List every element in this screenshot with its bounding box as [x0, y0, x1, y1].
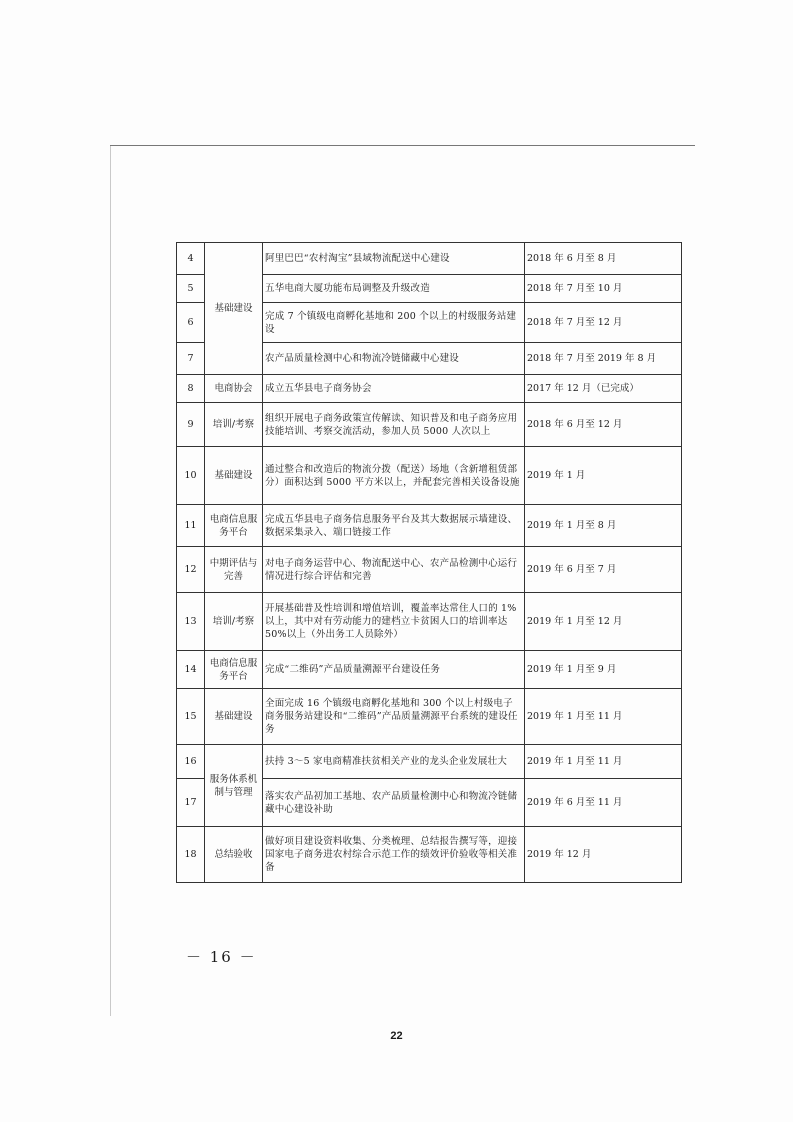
scan-left-edge [110, 146, 111, 1016]
row-category: 电商信息服务平台 [205, 651, 263, 689]
row-number: 15 [177, 689, 205, 745]
row-time: 2019 年 1 月至 11 月 [525, 745, 682, 779]
row-number: 6 [177, 303, 205, 343]
row-task: 对电子商务运营中心、物流配送中心、农产品检测中心运行情况进行综合评估和完善 [263, 547, 525, 593]
row-task: 农产品质量检测中心和物流冷链储藏中心建设 [263, 343, 525, 375]
table-row [177, 689, 682, 745]
row-category: 基础建设 [205, 689, 263, 745]
row-number: 9 [177, 403, 205, 447]
table-row [177, 827, 682, 883]
row-task: 组织开展电子商务政策宣传解读、知识普及和电子商务应用技能培训、考察交流活动，参加人员 5000 人次以上 [263, 403, 525, 447]
row-time: 2019 年 1 月 [525, 447, 682, 505]
row-time: 2019 年 1 月至 8 月 [525, 505, 682, 547]
row-number: 18 [177, 827, 205, 883]
row-number: 16 [177, 745, 205, 779]
row-task: 扶持 3～5 家电商精准扶贫相关产业的龙头企业发展壮大 [263, 745, 525, 779]
table-row [177, 547, 682, 593]
row-time: 2019 年 12 月 [525, 827, 682, 883]
row-task: 五华电商大厦功能布局调整及升级改造 [263, 275, 525, 303]
row-task: 阿里巴巴“农村淘宝”县域物流配送中心建设 [263, 243, 525, 275]
row-task: 落实农产品初加工基地、农产品质量检测中心和物流冷链储藏中心建设补助 [263, 779, 525, 827]
row-category: 中期评估与完善 [205, 547, 263, 593]
row-number: 13 [177, 593, 205, 651]
page-number: － 16 － [186, 948, 257, 966]
schedule-table [176, 242, 682, 883]
table-row [177, 651, 682, 689]
table-row [177, 375, 682, 403]
row-task: 完成“二维码”产品质量溯源平台建设任务 [263, 651, 525, 689]
row-number: 10 [177, 447, 205, 505]
row-number: 7 [177, 343, 205, 375]
row-category: 培训/考察 [205, 403, 263, 447]
row-category: 基础建设 [205, 447, 263, 505]
row-time: 2017 年 12 月（已完成） [525, 375, 682, 403]
footer-page-number: 22 [390, 1030, 403, 1042]
table-row [177, 243, 682, 275]
row-task: 开展基础普及性培训和增值培训，覆盖率达常住人口的 1%以上，其中对有劳动能力的建档立卡贫困人口的培训率达 50%以上（外出务工人员除外） [263, 593, 525, 651]
row-time: 2018 年 7 月至 10 月 [525, 275, 682, 303]
row-time: 2018 年 7 月至 2019 年 8 月 [525, 343, 682, 375]
table-row [177, 447, 682, 505]
row-category: 培训/考察 [205, 593, 263, 651]
row-task: 成立五华县电子商务协会 [263, 375, 525, 403]
row-time: 2018 年 6 月至 12 月 [525, 403, 682, 447]
table-row [177, 593, 682, 651]
scan-top-rule [110, 145, 695, 146]
table-row [177, 505, 682, 547]
row-number: 5 [177, 275, 205, 303]
row-number: 4 [177, 243, 205, 275]
row-category: 电商信息服务平台 [205, 505, 263, 547]
row-number: 14 [177, 651, 205, 689]
row-time: 2019 年 1 月至 9 月 [525, 651, 682, 689]
row-category: 基础建设 [205, 243, 263, 375]
row-number: 8 [177, 375, 205, 403]
row-time: 2019 年 6 月至 11 月 [525, 779, 682, 827]
row-task: 做好项目建设资料收集、分类梳理、总结报告撰写等，迎接国家电子商务进农村综合示范工作的绩效评价验收等相关准备 [263, 827, 525, 883]
row-category: 服务体系机制与管理 [205, 745, 263, 827]
row-task: 通过整合和改造后的物流分拨（配送）场地（含新增租赁部分）面积达到 5000 平方米以上，并配套完善相关设备设施 [263, 447, 525, 505]
row-time: 2019 年 1 月至 12 月 [525, 593, 682, 651]
table-row [177, 403, 682, 447]
row-time: 2019 年 1 月至 11 月 [525, 689, 682, 745]
row-category: 电商协会 [205, 375, 263, 403]
row-category: 总结验收 [205, 827, 263, 883]
row-task: 全面完成 16 个镇级电商孵化基地和 300 个以上村级电子商务服务站建设和“二维码”产品质量溯源平台系统的建设任务 [263, 689, 525, 745]
row-number: 17 [177, 779, 205, 827]
row-task: 完成五华县电子商务信息服务平台及其大数据展示墙建设、数据采集录入、端口链接工作 [263, 505, 525, 547]
row-task: 完成 7 个镇级电商孵化基地和 200 个以上的村级服务站建设 [263, 303, 525, 343]
row-number: 12 [177, 547, 205, 593]
row-time: 2018 年 6 月至 8 月 [525, 243, 682, 275]
row-number: 11 [177, 505, 205, 547]
row-time: 2018 年 7 月至 12 月 [525, 303, 682, 343]
table-row [177, 745, 682, 779]
row-time: 2019 年 6 月至 7 月 [525, 547, 682, 593]
